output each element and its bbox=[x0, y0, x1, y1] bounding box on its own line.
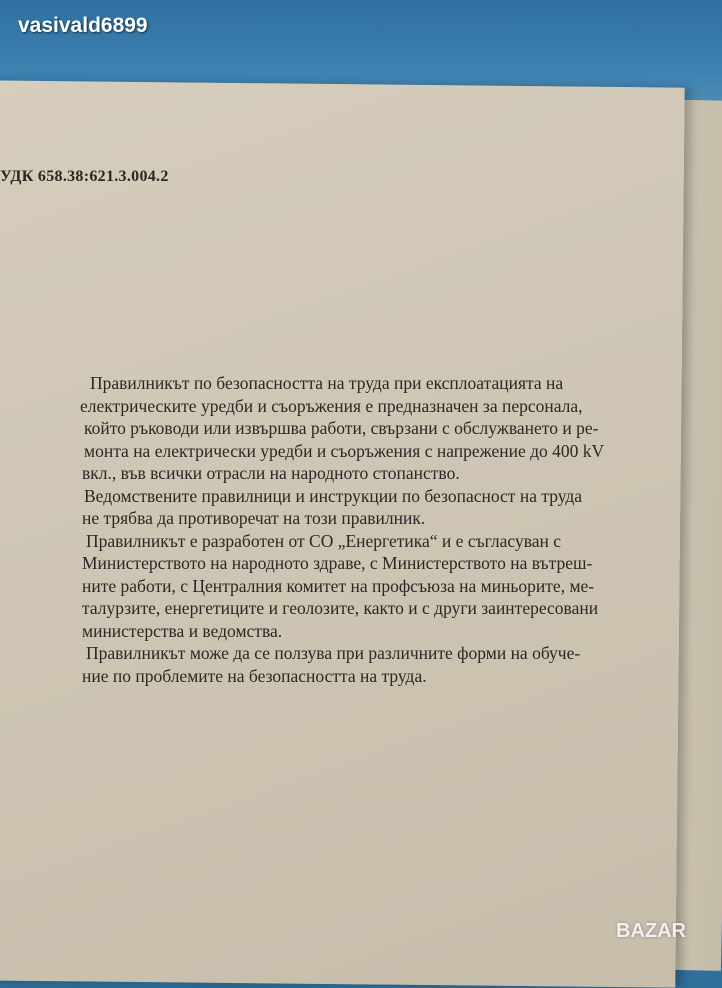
text-line: вкл., във всички отрасли на народното стопанство. bbox=[82, 463, 460, 483]
text-line: талурзите, енергетиците и геолозите, както и с други заинтересовани bbox=[82, 598, 599, 618]
text-line: Ведомствените правилници и инструкции по безопасност на труда bbox=[84, 485, 583, 506]
text-line: монта на електрически уредби и съоръжения с напрежение до 400 kV bbox=[84, 440, 605, 461]
text-line: Правилникът по безопасността на труда при експлоатацията на bbox=[90, 373, 564, 393]
udk-code: УДК 658.38:621.3.004.2 bbox=[0, 168, 169, 185]
text-line: Правилникът може да се ползува при различните форми на обуче- bbox=[86, 643, 581, 663]
text-line: ните работи, с Централния комитет на профсъюза на миньорите, ме- bbox=[82, 575, 595, 596]
watermark-username: vasivald6899 bbox=[18, 14, 148, 37]
preface-text bbox=[80, 372, 692, 687]
bazar-logo: BAZAR bbox=[616, 920, 686, 942]
text-line: който ръководи или извършва работи, свързани с обслужването и ре- bbox=[84, 418, 599, 438]
text-line: ние по проблемите на безопасността на труда. bbox=[82, 665, 427, 686]
text-line: министерства и ведомства. bbox=[82, 620, 283, 641]
text-line: не трябва да противоречат на този правилник. bbox=[82, 508, 426, 528]
text-line: Министерството на народното здраве, с Министерството на вътреш- bbox=[82, 553, 593, 573]
text-line: електрическите уредби и съоръжения е предназначен за персонала, bbox=[80, 395, 583, 416]
text-line: Правилникът е разработен от СО „Енергетика“ и е съгласуван с bbox=[86, 530, 562, 551]
